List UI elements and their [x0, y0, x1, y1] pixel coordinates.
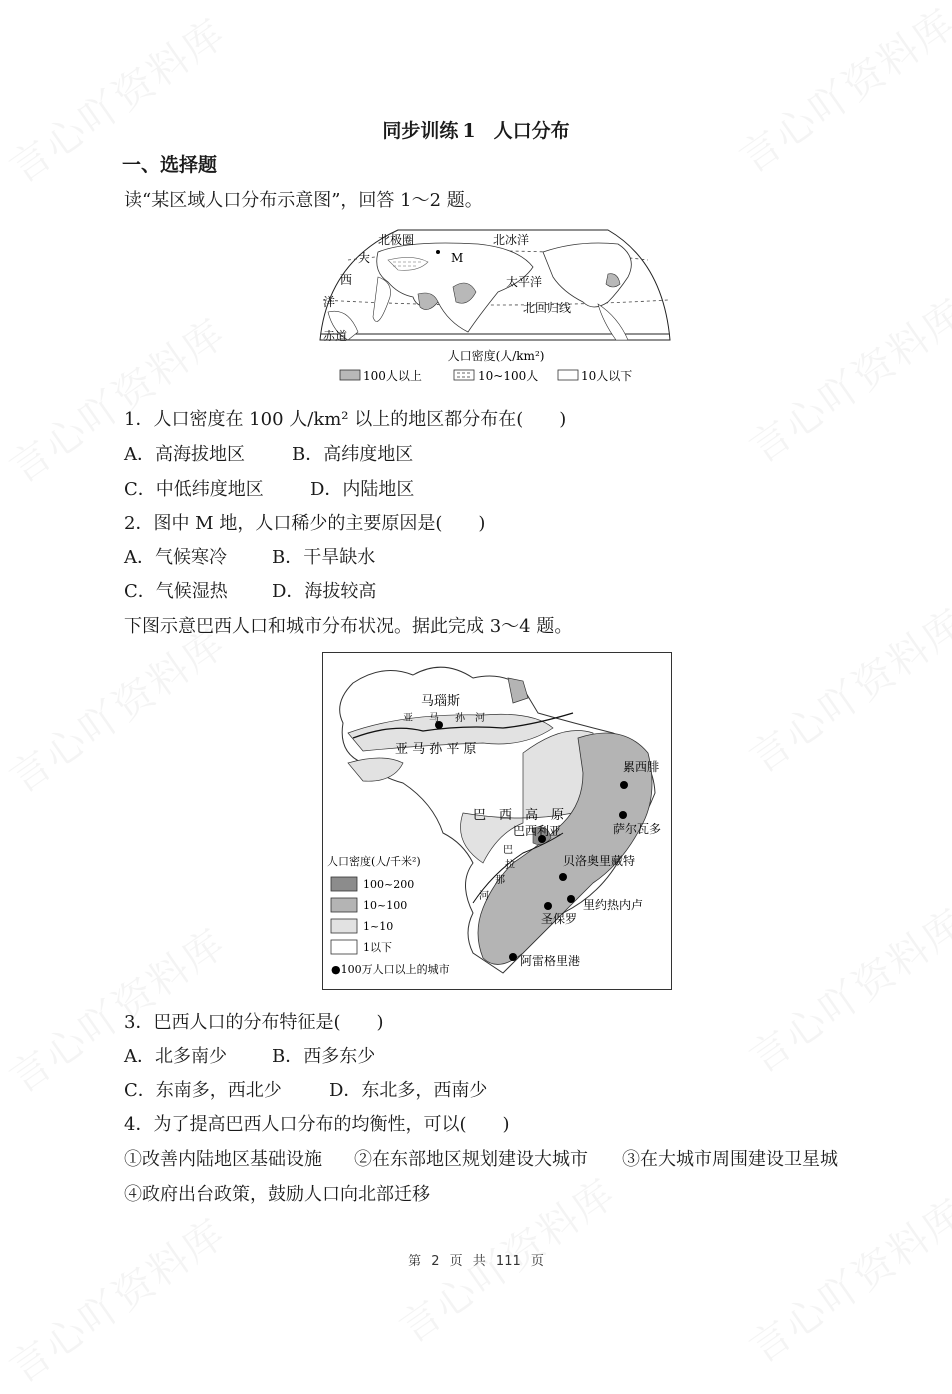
- intro-text-1: 读“某区域人口分布示意图”，回答 1～2 题。: [124, 190, 483, 211]
- watermark: [736, 1183, 952, 1374]
- label-parana-river: 河: [479, 891, 489, 902]
- label-salvador: 萨尔瓦多: [613, 822, 662, 836]
- choice-4: ④政府出台政策，鼓励人口向北部迁移: [124, 1184, 430, 1205]
- label-arctic-ocean: 北冰洋: [493, 233, 530, 247]
- label-brazil-plateau: 巴 西 高 原: [473, 808, 565, 823]
- legend-item: 100~200: [363, 878, 415, 891]
- brazil-population-map: [322, 652, 672, 990]
- watermark: [0, 613, 236, 804]
- page-footer: 第 2 页 共 111 页: [408, 1254, 544, 1269]
- option-d[interactable]: D．内陆地区: [310, 479, 415, 500]
- label-point-m: M: [451, 251, 464, 265]
- legend-item: 100人以上: [363, 369, 422, 383]
- label-atlantic: 大: [358, 251, 371, 265]
- option-c[interactable]: C．中低纬度地区: [124, 479, 264, 500]
- title-topic: 人口分布: [493, 120, 570, 142]
- question-4-stem: 4．为了提高巴西人口分布的均衡性，可以( ): [124, 1114, 510, 1135]
- label-amazon-plain: 亚 马 孙 平 原: [395, 742, 477, 757]
- watermark: [726, 0, 952, 184]
- label-parana-river: 那: [495, 875, 505, 886]
- title-prefix: 同步训练: [382, 120, 459, 142]
- label-atlantic: 洋: [323, 295, 336, 309]
- question-2-options-row: [124, 543, 375, 569]
- question-1-options-row: [124, 440, 413, 466]
- section-heading: 一、选择题: [122, 154, 218, 176]
- choice-1: ①改善内陆地区基础设施: [124, 1149, 322, 1170]
- legend-item: 1以下: [363, 941, 392, 954]
- option-b[interactable]: B．高纬度地区: [292, 444, 414, 465]
- label-amazon-river: 孙: [455, 713, 465, 724]
- option-d[interactable]: D．海拔较高: [272, 581, 377, 602]
- option-a[interactable]: A．北多南少: [124, 1046, 227, 1067]
- label-porto-alegre: 阿雷格里港: [520, 954, 581, 968]
- choice-2: ②在东部地区规划建设大城市: [354, 1149, 588, 1170]
- option-b[interactable]: B．西多东少: [272, 1046, 376, 1067]
- intro-text-2: 下图示意巴西人口和城市分布状况。据此完成 3～4 题。: [124, 616, 573, 637]
- label-sao-paulo: 圣保罗: [541, 912, 578, 926]
- legend-city-note: ●100万人口以上的城市: [331, 963, 450, 976]
- legend-title: 人口密度(人/km²): [447, 349, 545, 363]
- world-population-map: [318, 222, 674, 388]
- question-3-options-row: [124, 1076, 487, 1102]
- label-rio: 里约热内卢: [583, 898, 644, 912]
- page-title: [0, 116, 952, 143]
- choice-3: ③在大城市周围建设卫星城: [622, 1149, 838, 1170]
- label-belo-horizonte: 贝洛奥里藏特: [563, 854, 636, 868]
- option-a[interactable]: A．高海拔地区: [124, 444, 245, 465]
- legend-item: 10~100: [363, 899, 408, 912]
- label-parana-river: 拉: [505, 860, 515, 871]
- watermark: [736, 283, 952, 474]
- legend-item: 1~10: [363, 920, 394, 933]
- label-amazon-river: 河: [475, 713, 485, 724]
- option-d[interactable]: D．东北多，西南少: [329, 1080, 488, 1101]
- label-equator: 赤道: [323, 329, 348, 343]
- label-arctic-circle: 北极圈: [378, 233, 415, 247]
- option-b[interactable]: B．干旱缺水: [272, 547, 376, 568]
- label-atlantic: 西: [340, 273, 353, 287]
- title-number: 1: [462, 120, 476, 142]
- option-a[interactable]: A．气候寒冷: [124, 547, 227, 568]
- question-2-stem: 2．图中 M 地，人口稀少的主要原因是( ): [124, 513, 486, 534]
- label-amazon-river: 亚: [403, 713, 413, 724]
- label-manaus: 马瑙斯: [421, 694, 461, 709]
- question-2-options-row: [124, 577, 376, 603]
- watermark: [736, 593, 952, 784]
- option-c[interactable]: C．气候湿热: [124, 581, 228, 602]
- question-3-stem: 3．巴西人口的分布特征是( ): [124, 1012, 384, 1033]
- label-pacific: 太平洋: [506, 275, 543, 289]
- legend-item: 10人以下: [581, 369, 633, 383]
- watermark: [0, 1203, 236, 1394]
- question-4-choices-row: [124, 1145, 838, 1171]
- question-1-options-row: [124, 475, 414, 501]
- question-1-stem: 1．人口密度在 100 人/km² 以上的地区都分布在( ): [124, 409, 567, 430]
- question-3-options-row: [124, 1042, 375, 1068]
- label-tropic-of-cancer: 北回归线: [523, 301, 572, 315]
- label-recife: 累西腓: [623, 760, 660, 774]
- label-parana-river: 巴: [503, 845, 513, 856]
- watermark: [736, 893, 952, 1084]
- legend-item: 10~100人: [478, 369, 539, 383]
- label-amazon-river: 马: [429, 713, 439, 724]
- label-brasilia: 巴西利亚: [513, 824, 562, 838]
- option-c[interactable]: C．东南多，西北少: [124, 1080, 282, 1101]
- legend-title: 人口密度(人/千米²): [327, 855, 421, 868]
